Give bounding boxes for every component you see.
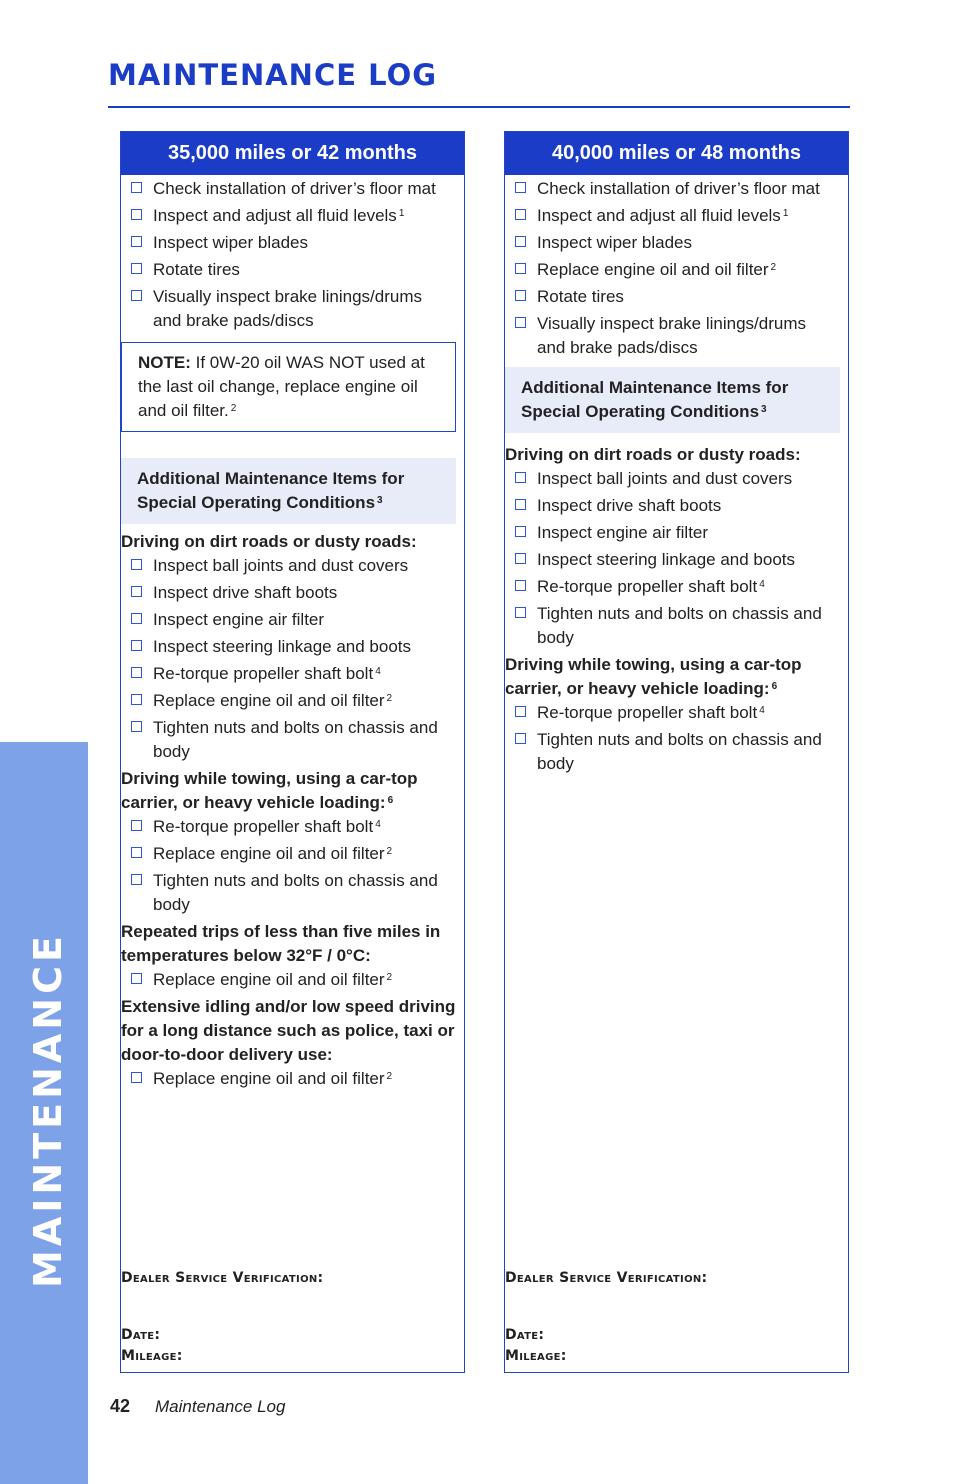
note-label: NOTE: xyxy=(138,353,191,372)
footnote-ref: 6 xyxy=(387,795,394,806)
checkbox[interactable] xyxy=(515,706,526,717)
checklist-item xyxy=(515,312,835,360)
additional-items-footnote: 3 xyxy=(377,495,383,506)
condition-item-list xyxy=(505,467,835,650)
panel-body xyxy=(121,175,464,1370)
condition-item-list xyxy=(121,554,451,764)
checklist-item xyxy=(131,716,451,764)
condition-heading-text: Driving on dirt roads or dusty roads: xyxy=(505,445,801,464)
checklist-item-text: Inspect steering linkage and boots xyxy=(537,550,796,569)
checkbox[interactable] xyxy=(131,559,142,570)
condition-heading-text: Driving while towing, using a car-top carrier, or heavy vehicle loading: xyxy=(121,769,418,812)
checklist-item xyxy=(515,467,835,491)
checklist-item-text: Inspect drive shaft boots xyxy=(537,496,722,515)
condition-heading xyxy=(505,653,845,701)
mileage-label: Mileage: xyxy=(121,1348,183,1364)
checkbox[interactable] xyxy=(131,1072,142,1083)
date-label: Date: xyxy=(121,1327,161,1343)
condition-heading xyxy=(505,443,845,467)
checkbox[interactable] xyxy=(131,263,142,274)
checklist-item-text: Tighten nuts and bolts on chassis and body xyxy=(537,730,822,773)
checklist-item-text: Re-torque propeller shaft bolt xyxy=(153,664,374,683)
condition-item-list xyxy=(121,968,451,992)
checkbox[interactable] xyxy=(515,607,526,618)
footer-section-label: Maintenance Log xyxy=(155,1397,286,1416)
checkbox[interactable] xyxy=(515,580,526,591)
checklist-item-text: Inspect wiper blades xyxy=(537,233,692,252)
footnote-ref: 2 xyxy=(386,693,393,704)
checklist-item xyxy=(515,177,835,201)
checklist-item-text: Inspect wiper blades xyxy=(153,233,308,252)
condition-item-list xyxy=(121,1067,451,1091)
checklist-item xyxy=(131,842,451,866)
checkbox[interactable] xyxy=(131,694,142,705)
checklist-item-text: Replace engine oil and oil filter xyxy=(537,260,769,279)
checkbox[interactable] xyxy=(131,209,142,220)
checkbox[interactable] xyxy=(131,667,142,678)
checklist-item xyxy=(131,177,451,201)
footnote-ref: 2 xyxy=(386,972,393,983)
additional-items-title: Additional Maintenance Items for Special Operating Conditions xyxy=(521,378,789,421)
checklist-item-text: Inspect and adjust all fluid levels xyxy=(537,206,781,225)
left-main-list xyxy=(131,177,451,336)
checklist-item xyxy=(131,608,451,632)
checklist-item xyxy=(131,285,451,333)
section-side-tab-label: MAINTENANCE xyxy=(26,932,70,1288)
footnote-ref: 4 xyxy=(375,819,381,830)
footnote-ref: 4 xyxy=(759,579,765,590)
checklist-item xyxy=(131,204,451,228)
footnote-ref: 4 xyxy=(375,666,381,677)
checklist-item xyxy=(515,548,835,572)
checkbox[interactable] xyxy=(131,236,142,247)
mileage-label: Mileage: xyxy=(505,1348,567,1364)
page-number: 42 xyxy=(110,1396,131,1416)
checklist-item xyxy=(515,728,835,776)
checklist-item-text: Replace engine oil and oil filter xyxy=(153,844,385,863)
checklist-item-text: Rotate tires xyxy=(537,287,624,306)
condition-heading xyxy=(121,530,461,554)
footnote-ref: 1 xyxy=(782,208,789,219)
checklist-item xyxy=(131,258,451,282)
checkbox[interactable] xyxy=(131,640,142,651)
checklist-item-text: Inspect engine air filter xyxy=(537,523,709,542)
condition-item-list xyxy=(121,815,451,917)
checklist-item-text: Check installation of driver’s floor mat xyxy=(537,179,820,198)
checklist-item-text: Replace engine oil and oil filter xyxy=(153,691,385,710)
checklist-item-text: Re-torque propeller shaft bolt xyxy=(537,703,758,722)
checklist-item-text: Inspect drive shaft boots xyxy=(153,583,338,602)
checklist-item-text: Check installation of driver’s floor mat xyxy=(153,179,436,198)
checklist-item-text: Inspect engine air filter xyxy=(153,610,325,629)
checkbox[interactable] xyxy=(131,182,142,193)
checklist-item xyxy=(515,231,835,255)
footnote-ref: 1 xyxy=(398,208,405,219)
condition-heading xyxy=(121,995,461,1067)
checkbox[interactable] xyxy=(131,613,142,624)
checklist-item xyxy=(131,635,451,659)
additional-items-header xyxy=(505,367,840,433)
checkbox[interactable] xyxy=(515,209,526,220)
checkbox[interactable] xyxy=(131,586,142,597)
checkbox[interactable] xyxy=(515,317,526,328)
condition-heading xyxy=(121,920,461,968)
checkbox[interactable] xyxy=(131,721,142,732)
checklist-item-text: Re-torque propeller shaft bolt xyxy=(537,577,758,596)
right-conditions xyxy=(505,443,845,779)
checklist-item xyxy=(515,285,835,309)
page-title: MAINTENANCE LOG xyxy=(108,58,438,92)
checklist-item-text: Inspect steering linkage and boots xyxy=(153,637,412,656)
checkbox[interactable] xyxy=(515,236,526,247)
footnote-ref: 2 xyxy=(770,262,777,273)
checklist-item-text: Tighten nuts and bolts on chassis and body xyxy=(153,718,438,761)
title-divider xyxy=(108,106,850,108)
panel-body xyxy=(505,175,848,1370)
checkbox[interactable] xyxy=(515,290,526,301)
checklist-item xyxy=(131,815,451,839)
checkbox[interactable] xyxy=(515,733,526,744)
footnote-ref: 2 xyxy=(386,846,393,857)
checkbox[interactable] xyxy=(515,472,526,483)
condition-heading xyxy=(121,767,461,815)
note-text: If 0W-20 oil WAS NOT used at the last oil change, replace engine oil and oil filter. xyxy=(138,353,425,420)
panel-header: 40,000 miles or 48 months xyxy=(505,132,848,175)
checklist-item xyxy=(131,581,451,605)
checklist-item xyxy=(515,494,835,518)
right-main-list xyxy=(515,177,835,363)
checklist-item-text: Replace engine oil and oil filter xyxy=(153,970,385,989)
checklist-item-text: Visually inspect brake linings/drums and brake pads/discs xyxy=(537,314,806,357)
checklist-item xyxy=(515,701,835,725)
checklist-item xyxy=(131,1067,451,1091)
checklist-item xyxy=(515,575,835,599)
checklist-item-text: Visually inspect brake linings/drums and brake pads/discs xyxy=(153,287,422,330)
checkbox[interactable] xyxy=(131,874,142,885)
checklist-item-text: Inspect and adjust all fluid levels xyxy=(153,206,397,225)
checklist-item xyxy=(515,602,835,650)
checkbox[interactable] xyxy=(515,182,526,193)
additional-items-title: Additional Maintenance Items for Special Operating Conditions xyxy=(137,469,405,512)
checkbox[interactable] xyxy=(515,553,526,564)
condition-heading-text: Driving on dirt roads or dusty roads: xyxy=(121,532,417,551)
checklist-item-text: Tighten nuts and bolts on chassis and body xyxy=(537,604,822,647)
checklist-item xyxy=(131,662,451,686)
checklist-item xyxy=(131,869,451,917)
checklist-item xyxy=(131,968,451,992)
checklist-item xyxy=(515,258,835,282)
condition-heading-text: Repeated trips of less than five miles in temperatures below 32°F / 0°C: xyxy=(121,922,441,965)
condition-heading-text: Driving while towing, using a car-top carrier, or heavy vehicle loading: xyxy=(505,655,802,698)
left-conditions xyxy=(121,530,461,1094)
checkbox[interactable] xyxy=(515,263,526,274)
additional-items-header xyxy=(121,458,456,524)
maintenance-panel-40000 xyxy=(504,131,849,1373)
checklist-item xyxy=(515,204,835,228)
checklist-item-text: Replace engine oil and oil filter xyxy=(153,1069,385,1088)
checkbox[interactable] xyxy=(515,499,526,510)
dealer-verification-label: Dealer Service Verification: xyxy=(121,1270,324,1286)
checkbox[interactable] xyxy=(515,526,526,537)
checklist-item xyxy=(515,521,835,545)
footnote-ref: 2 xyxy=(386,1071,393,1082)
condition-item-list xyxy=(505,701,835,776)
checkbox[interactable] xyxy=(131,973,142,984)
additional-items-footnote: 3 xyxy=(761,404,767,415)
checklist-item xyxy=(131,689,451,713)
note-footnote: 2 xyxy=(230,403,237,414)
checkbox[interactable] xyxy=(131,290,142,301)
footnote-ref: 4 xyxy=(759,705,765,716)
checklist-item xyxy=(131,231,451,255)
dealer-verification-label: Dealer Service Verification: xyxy=(505,1270,708,1286)
footnote-ref: 6 xyxy=(771,681,778,692)
date-label: Date: xyxy=(505,1327,545,1343)
checklist-item-text: Re-torque propeller shaft bolt xyxy=(153,817,374,836)
note-box xyxy=(121,342,456,432)
checklist-item-text: Inspect ball joints and dust covers xyxy=(537,469,793,488)
checkbox[interactable] xyxy=(131,847,142,858)
condition-heading-text: Extensive idling and/or low speed driving for a long distance such as police, taxi or door-to-door delivery use: xyxy=(121,997,456,1064)
maintenance-panel-35000 xyxy=(120,131,465,1373)
checklist-item-text: Tighten nuts and bolts on chassis and body xyxy=(153,871,438,914)
checklist-item-text: Rotate tires xyxy=(153,260,240,279)
panel-header: 35,000 miles or 42 months xyxy=(121,132,464,175)
checkbox[interactable] xyxy=(131,820,142,831)
checklist-item-text: Inspect ball joints and dust covers xyxy=(153,556,409,575)
section-side-tab-label-wrap xyxy=(8,932,88,1288)
checklist-item xyxy=(131,554,451,578)
